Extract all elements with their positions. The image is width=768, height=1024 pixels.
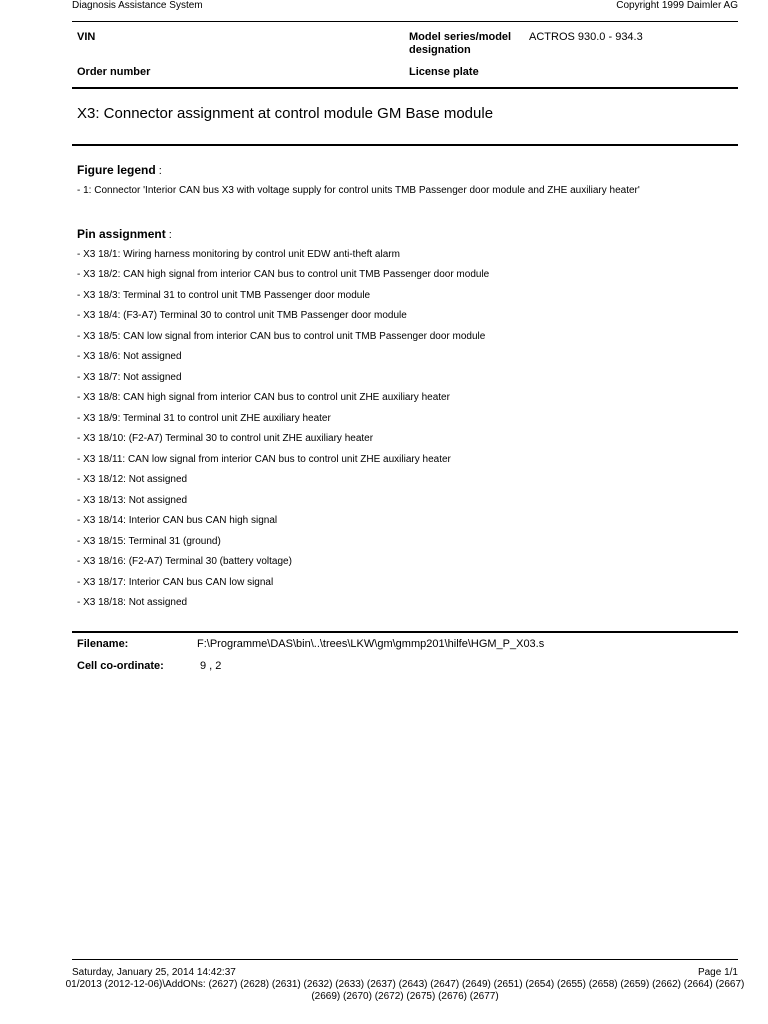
- figure-legend-colon: :: [158, 165, 162, 177]
- cell-coordinate-label: Cell co-ordinate:: [77, 660, 164, 672]
- pin-item: - X3 18/4: (F3-A7) Terminal 30 to control unit TMB Passenger door module: [77, 310, 407, 321]
- pin-item: - X3 18/12: Not assigned: [77, 474, 188, 485]
- filename-label: Filename:: [77, 638, 129, 650]
- pin-item: - X3 18/14: Interior CAN bus CAN high signal: [77, 515, 278, 526]
- pin-assignment-colon: :: [168, 229, 172, 241]
- footer-addons-line2: (2669) (2670) (2672) (2675) (2676) (2677): [311, 991, 499, 1002]
- figure-legend-item: - 1: Connector 'Interior CAN bus X3 with voltage supply for control units TMB Passenger door module and ZHE auxiliary heater': [77, 185, 640, 196]
- pin-item: - X3 18/11: CAN low signal from interior CAN bus to control unit ZHE auxiliary heater: [77, 454, 451, 465]
- cell-coordinate-value: 9 , 2: [200, 660, 222, 672]
- model-label: [409, 31, 511, 57]
- vin-label: VIN: [77, 31, 96, 43]
- pin-item: - X3 18/10: (F2-A7) Terminal 30 to control unit ZHE auxiliary heater: [77, 433, 374, 444]
- pin-item: - X3 18/16: (F2-A7) Terminal 30 (battery voltage): [77, 556, 292, 567]
- pin-item: - X3 18/9: Terminal 31 to control unit ZHE auxiliary heater: [77, 413, 331, 424]
- info-rule: [72, 87, 738, 89]
- license-plate-label: License plate: [409, 66, 479, 78]
- figure-legend-heading: [77, 163, 162, 177]
- pin-assignment-heading: [77, 227, 172, 241]
- model-value: ACTROS 930.0 - 934.3: [529, 31, 643, 43]
- footer-rule: [72, 959, 738, 960]
- pin-item: - X3 18/3: Terminal 31 to control unit TMB Passenger door module: [77, 290, 371, 301]
- copyright-text: Copyright 1999 Daimler AG: [616, 0, 738, 11]
- filename-value: F:\Programme\DAS\bin\..\trees\LKW\gm\gmmp201\hilfe\HGM_P_X03.s: [197, 638, 545, 650]
- pin-assignment-heading-text: Pin assignment: [77, 227, 166, 241]
- system-name: Diagnosis Assistance System: [72, 0, 203, 11]
- pin-item: - X3 18/5: CAN low signal from interior CAN bus to control unit TMB Passenger door module: [77, 331, 486, 342]
- model-label-line1: Model series/model: [409, 31, 512, 43]
- model-label-line2: designation: [409, 44, 471, 56]
- pin-item: - X3 18/7: Not assigned: [77, 372, 182, 383]
- page-title: X3: Connector assignment at control module GM Base module: [77, 105, 494, 122]
- figure-legend-heading-text: Figure legend: [77, 163, 156, 177]
- order-number-label: Order number: [77, 66, 151, 78]
- header-rule: [72, 21, 738, 22]
- footer-addons-line1: 01/2013 (2012-12-06)\AddONs: (2627) (2628) (2631) (2632) (2633) (2637) (2643) (2647) (2649) (2651) (2654) (2655) (2658) (2659) (2662) (2664) (2667): [65, 979, 745, 990]
- pin-item: - X3 18/1: Wiring harness monitoring by control unit EDW anti-theft alarm: [77, 249, 400, 260]
- pin-item: - X3 18/17: Interior CAN bus CAN low signal: [77, 577, 274, 588]
- title-rule: [72, 144, 738, 146]
- pin-item: - X3 18/2: CAN high signal from interior CAN bus to control unit TMB Passenger door module: [77, 269, 490, 280]
- pin-item: - X3 18/8: CAN high signal from interior CAN bus to control unit ZHE auxiliary heater: [77, 392, 450, 403]
- footer-datetime: Saturday, January 25, 2014 14:42:37: [72, 967, 236, 978]
- file-info-rule: [72, 631, 738, 633]
- pin-item: - X3 18/13: Not assigned: [77, 495, 188, 506]
- pin-item: - X3 18/15: Terminal 31 (ground): [77, 536, 221, 547]
- pin-item: - X3 18/6: Not assigned: [77, 351, 182, 362]
- footer-page-number: Page 1/1: [697, 967, 738, 978]
- pin-item: - X3 18/18: Not assigned: [77, 597, 188, 608]
